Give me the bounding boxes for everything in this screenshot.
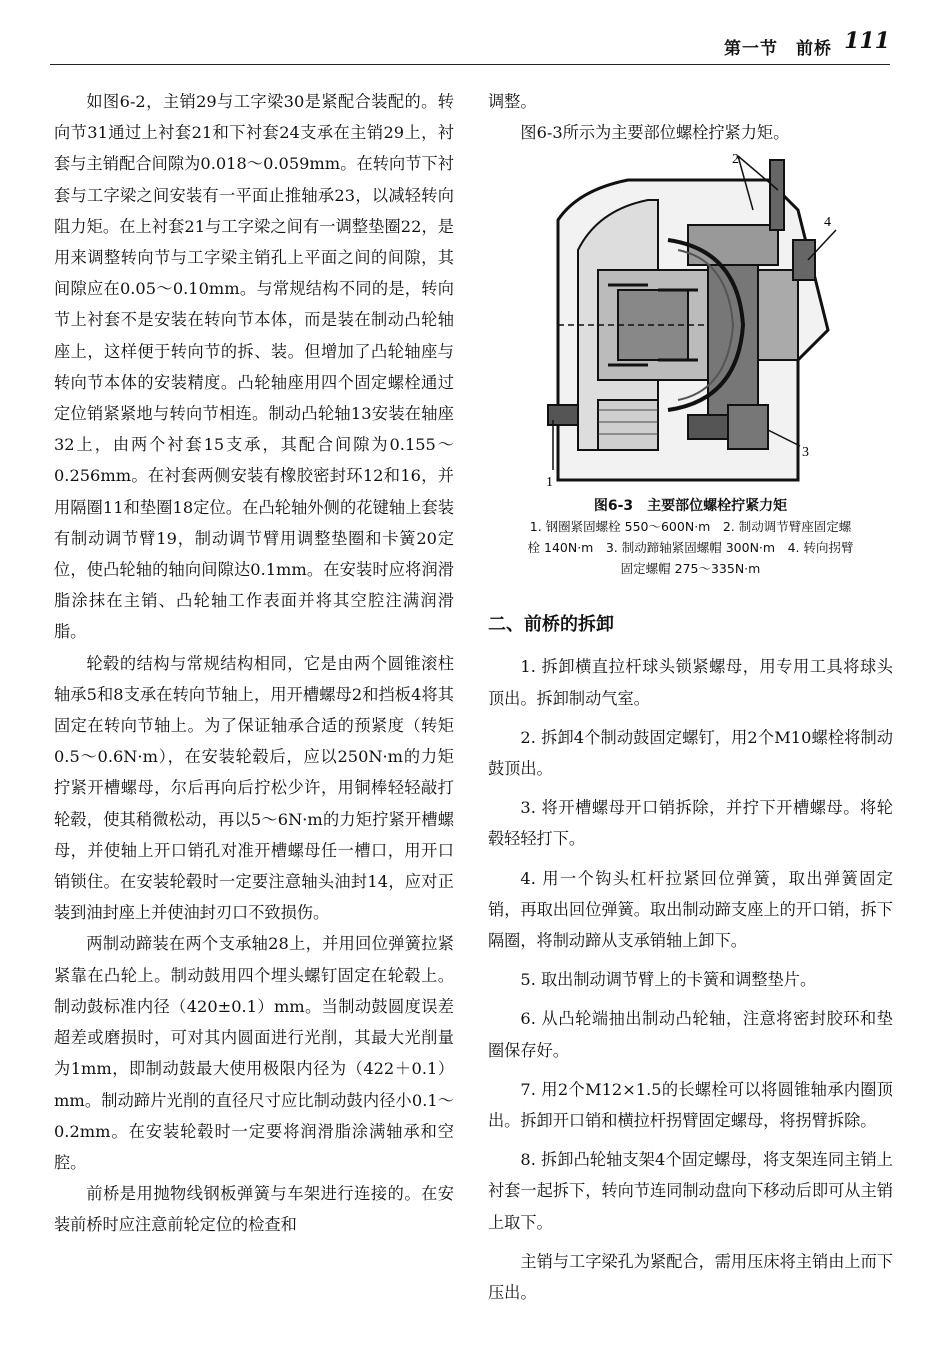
step-item: 4. 用一个钩头杠杆拉紧回位弹簧，取出弹簧固定销，再取出回位弹簧。取出制动蹄支座上的开口销，拆下隔圈，将制动蹄从支承销轴上卸下。 [488, 868, 893, 951]
paragraph: 前桥是用抛物线钢板弹簧与车架进行连接的。在安装前桥时应注意前轮定位的检查和 [54, 1184, 454, 1235]
brake-assembly-drawing [538, 150, 838, 490]
step-item: 2. 拆卸4个制动鼓固定螺钉，用2个M10螺栓将制动鼓顶出。 [488, 727, 893, 779]
figure-intro: 图6-3所示为主要部位螺栓拧紧力矩。 [520, 123, 790, 143]
step-item: 7. 用2个M12×1.5的长螺栓可以将圆锥轴承内圈顶出。拆卸开口销和横拉杆拐臂固定螺母，将拐臂拆除。 [488, 1079, 893, 1131]
step-item: 主销与工字梁孔为紧配合，需用压床将主销由上而下压出。 [488, 1251, 893, 1303]
right-column [488, 86, 893, 1316]
figure-6-3 [488, 150, 893, 579]
paragraph: 轮毂的结构与常规结构相同，它是由两个圆锥滚柱轴承5和8支承在转向节轴上，用开槽螺母2和挡板4将其固定在转向节轴上。为了保证轴承合适的预紧度（转矩0.5～0.6N·m），在安装轮毂后，应以250N·m的力矩拧紧开槽螺母，尔后再向后拧松少许，用铜棒轻轻敲打轮毂，使其稍微松动，再以5～6N·m的力矩拧紧开槽螺母，并使轴上开口销孔对准开槽螺母任一槽口，用开口销锁住。在安装轮毂时一定要注意轴头油封14，应对正装到油封座上并使油封刃口不致损伤。 [54, 653, 454, 923]
running-head [724, 34, 832, 59]
step-item: 8. 拆卸凸轮轴支架4个固定螺母，将支架连同主销上衬套一起拆下，转向节连同制动盘向下移动后即可从主销上取下。 [488, 1150, 893, 1232]
callout-4: 4 [824, 215, 831, 231]
page-header [50, 28, 890, 65]
page-number: 111 [844, 28, 890, 54]
paragraph: 两制动蹄装在两个支承轴28上，并用回位弹簧拉紧紧靠在凸轮上。制动鼓用四个埋头螺钉固定在轮毂上。制动鼓标准内径（420±0.1）mm。当制动鼓圆度误差超差或磨损时，可对其内圆面进行光削，其最大光削量为1mm，即制动鼓最大使用极限内径为（422＋0.1）mm。制动蹄片光削的直径尺寸应比制动鼓内径小0.1～0.2mm。在安装轮毂时一定要将润滑脂涂满轴承和空腔。 [54, 934, 454, 1172]
callout-1: 1 [546, 475, 553, 491]
callout-2: 2 [732, 152, 739, 168]
step-item: 3. 将开槽螺母开口销拆除，并拧下开槽螺母。将轮毂轻轻打下。 [488, 798, 893, 849]
paragraph: 如图6-2，主销29与工字梁30是紧配合装配的。转向节31通过上衬套21和下衬套24支承在主销29上，衬套与主销配合间隙为0.018～0.059mm。在转向节下衬套与工字梁之间安装有一平面止推轴承23，以减轻转向阻力矩。在上衬套21与工字梁之间有一调整垫圈22，是用来调整转向节与工字梁主销孔上平面之间的间隙，其间隙应在0.05～0.10mm。与常规结构不同的是，转向节上衬套不是安装在转向节本体，而是装在制动凸轮轴座上，这样便于转向节的拆、装。但增加了凸轮轴座与转向节本体的安装精度。凸轮轴座用四个固定螺栓通过定位销紧紧地与转向节相连。制动凸轮轴13安装在轴座32上，由两个衬套15支承，其配合间隙为0.155～0.256mm。在衬套两侧安装有橡胶密封环12和16，并用隔圈11和垫圈18定位。在凸轮轴外侧的花键轴上套装有制动调节臂19，制动调节臂用调整垫圈和卡簧20定位，使凸轮轴的轴向间隙达0.1mm。在安装时应将润滑脂涂抹在主销、凸轮轴工作表面并将其空腔注满润滑脂。 [54, 92, 454, 642]
step-item: 6. 从凸轮端抽出制动凸轮轴，注意将密封胶环和垫圈保存好。 [488, 1009, 893, 1060]
section-heading: 二、前桥的拆卸 [488, 614, 614, 636]
paragraph-continuation: 调整。 [488, 92, 537, 111]
figure-legend: 1. 钢圈紧固螺栓 550～600N·m 2. 制动调节臂座固定螺栓 140N·m 3. 制动蹄轴紧固螺帽 300N·m 4. 转向拐臂固定螺帽 275～335N·m [527, 519, 854, 577]
callout-3: 3 [802, 445, 809, 461]
section-label: 第一节 前桥 [724, 39, 832, 59]
step-item: 1. 拆卸横直拉杆球头锁紧螺母，用专用工具将球头顶出。拆卸制动气室。 [488, 657, 893, 708]
step-item: 5. 取出制动调节臂上的卡簧和调整垫片。 [520, 970, 817, 990]
figure-caption: 图6-3 主要部位螺栓拧紧力矩 [593, 498, 788, 515]
left-column [54, 86, 454, 1241]
